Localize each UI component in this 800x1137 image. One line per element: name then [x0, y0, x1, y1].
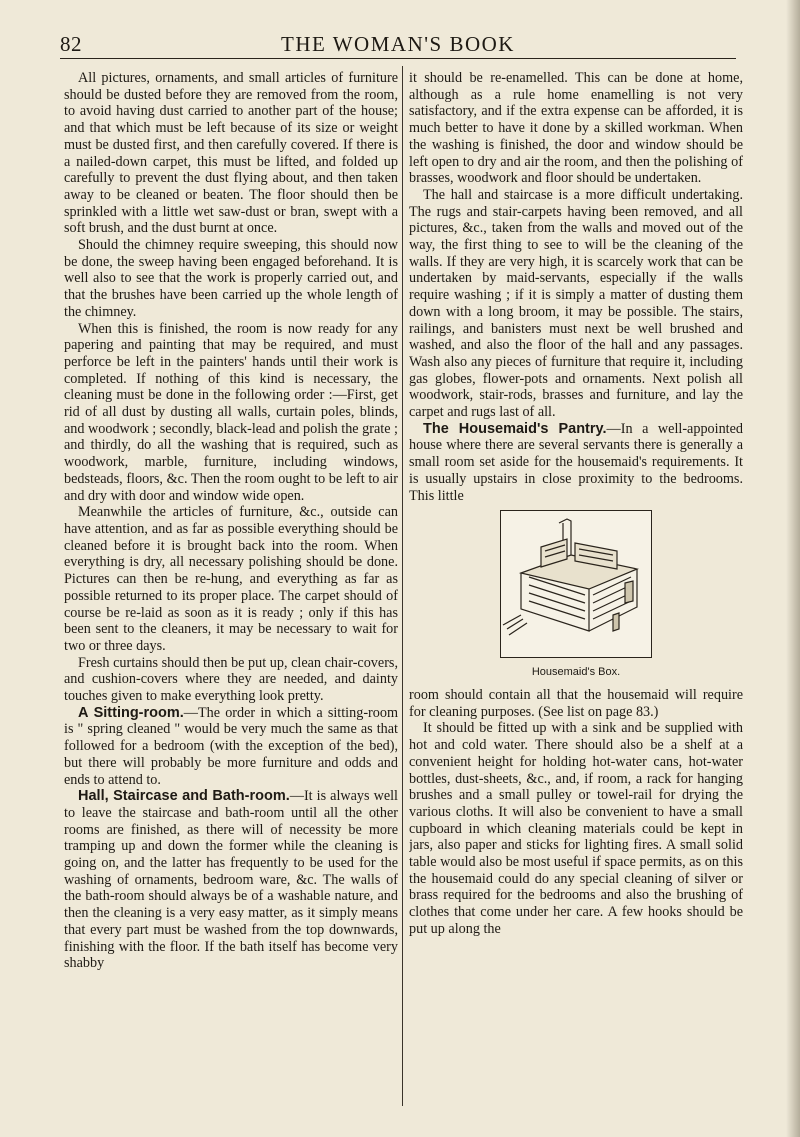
paragraph: Fresh curtains should then be put up, clean chair-covers, and cushion-covers where they are needed, and dainty touches given to make everything look pretty. [64, 654, 398, 705]
housemaids-box-figure [409, 510, 743, 681]
paragraph-text: —In a well-appointed house where there are several servants there is generally a small room set aside for the housemaid's requirements. It is usually upstairs in close proximity to the bedrooms. This little [409, 420, 743, 504]
running-head: THE WOMAN'S BOOK [281, 32, 515, 56]
section-heading: The Housemaid's Pantry. [423, 420, 607, 437]
page-header [60, 28, 736, 62]
paragraph [64, 705, 398, 789]
housemaids-box-illustration [500, 510, 652, 658]
section-heading: Hall, Staircase and Bath-room. [78, 788, 290, 805]
paragraph: All pictures, ornaments, and small articles of furniture should be dusted before they are removed from the room, to avoid having dust carried to another part of the house; and that which must be left because of its size or weight must be dusted first, and then carefully covered. If there is a nailed-down carpet, this must be lifted, and folded up carefully to prevent the dust flying about, and then taken away to be cleaned or beaten. The floor should then be sprinkled with a little wet saw-dust or bran, swept with a soft brush, and the dust burnt at once. [64, 70, 398, 237]
paragraph-text: —It is always well to leave the staircase and bath-room until all the other rooms are finished, as there will of necessity be more tramping up and down the former while the cleaning is going on, and the latter has frequently to be used for the washing of ornaments, bedroom ware, &c. The walls of the bath-room should always be of a washable nature, and then the cleaning is a very easy matter, as it simply means that every part must be washed from the top downwards, finishing with the floor. If the bath itself has become very shabby [64, 788, 398, 972]
paragraph-text: —The order in which a sitting-room is " spring cleaned " would be very much the same as that followed for a bedroom (with the exception of the bed), but there will probably be more furniture and odds and ends to attend to. [64, 704, 398, 788]
paragraph: it should be re-enamelled. This can be done at home, although as a rule home enamelling is not very satisfactory, and if the extra expense can be afforded, it is much better to have it done by a skilled workman. When the washing is finished, the door and window should be left open to dry and air the room, and then the polishing of brasses, woodwork and floor should be undertaken. [409, 70, 743, 187]
right-column [409, 70, 743, 1110]
paragraph: room should contain all that the housemaid will require for cleaning purposes. (See list on page 83.) [409, 686, 743, 720]
figure-caption: Housemaid's Box. [531, 666, 621, 679]
section-heading: A Sitting-room. [78, 704, 184, 721]
page-edge-shadow [786, 0, 800, 1137]
left-column [64, 70, 398, 1110]
header-rule [60, 58, 736, 59]
page-number: 82 [60, 32, 82, 56]
paragraph [409, 421, 743, 505]
column-divider [402, 66, 403, 1106]
paragraph: It should be fitted up with a sink and be supplied with hot and cold water. There should also be a shelf at a convenient height for holding hot-water cans, hot-water bottles, dust-sheets, &c., and, if room, a rack for hanging brushes and a small pulley or towel-rail for drying the various cloths. It will also be convenient to have a small cupboard in which cleaning materials could be kept in jars, also paper and sticks for lighting fires. A small solid table would also be most useful if space permits, as on this the housemaid could do any special cleaning of silver or brass required for the bedrooms and also the brushing of clothes that come under her care. A few hooks should be put up along the [409, 720, 743, 937]
paragraph: Meanwhile the articles of furniture, &c., outside can have attention, and as far as possible everything should be cleaned before it is brought back into the room. When everything is dry, all necessary polishing should be done. Pictures can then be re-hung, and everything as far as possible returned to its proper place. The carpet should of course be re-laid as soon as it is ready ; only if this has been sent to the cleaners, it may be necessary to wait for two or three days. [64, 504, 398, 654]
paragraph: The hall and staircase is a more difficult undertaking. The rugs and stair-carpets having been removed, and all pictures, &c., taken from the walls and moved out of the way, the first thing to see to will be the cleaning of the walls. If they are very high, it is scarcely work that can be undertaken by maid-servants, especially if the walls require washing ; if it is simply a matter of dusting them down with a long broom, it may be possible. The stairs, railings, and banisters must next be well brushed and washed, and also the floor of the hall and any passages. Wash also any pieces of furniture that require it, including gas globes, flower-pots and ornaments. Next polish all woodwork, stair-rods, brasses and furniture, and lay the carpet and rugs last of all. [409, 186, 743, 421]
housemaids-box-drawing [501, 511, 651, 657]
paragraph: When this is finished, the room is now ready for any papering and painting that may be required, and must perforce be left in the painters' hands until their work is completed. If nothing of this kind is necessary, the cleaning must be done in the following order :—First, get rid of all dust by dusting all walls, curtain poles, blinds, and woodwork ; secondly, black-lead and polish the grate ; and thirdly, do all the washing that is required, such as woodwork, marble, furniture, including windows, bedsteads, floors, &c. Then the room ought to be left to air and dry with door and window wide open. [64, 320, 398, 504]
paragraph: Should the chimney require sweeping, this should now be done, the sweep having been engaged beforehand. It is well also to see that the work is properly carried out, and that the brushes have been carried up the whole length of the chimney. [64, 237, 398, 320]
paragraph [64, 788, 398, 972]
